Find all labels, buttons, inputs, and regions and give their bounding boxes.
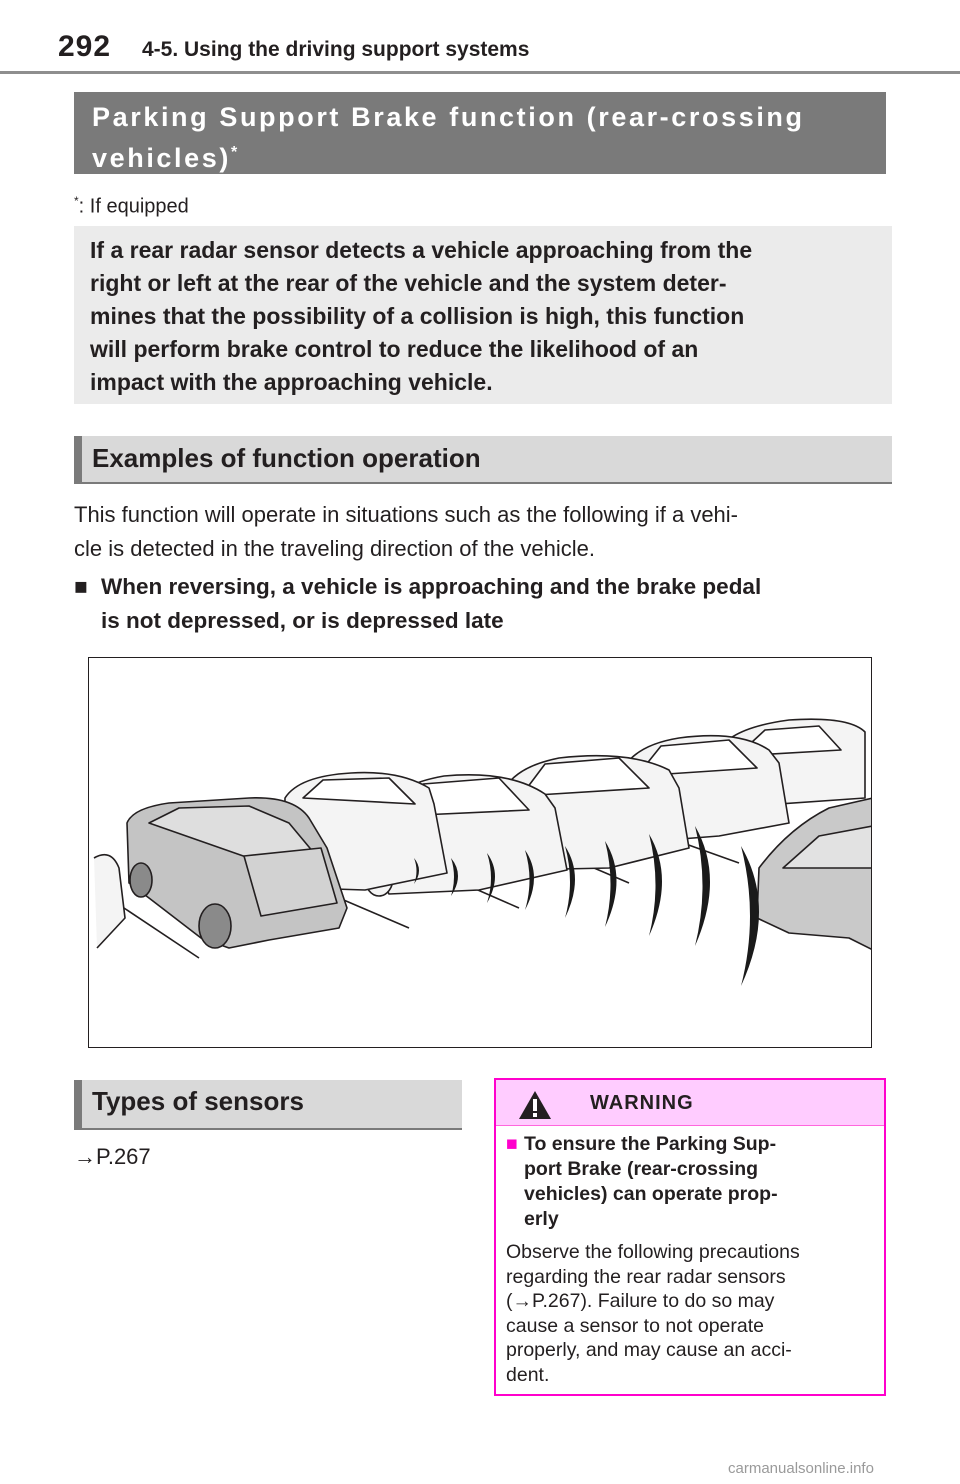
- warning-body: [506, 1240, 878, 1387]
- examples-body-line: This function will operate in situations such as the following if a vehi-: [74, 502, 739, 527]
- section-title-line-2-text: vehicles): [92, 143, 231, 173]
- warning-sub-line: vehicles) can operate prop-: [524, 1183, 778, 1205]
- situation-line-2: is not depressed, or is depressed late: [101, 608, 504, 633]
- footnote: [74, 194, 189, 219]
- types-of-sensors-heading: Types of sensors: [74, 1080, 462, 1130]
- section-title-line-2: [92, 135, 870, 176]
- warning-sub-line-1-text: To ensure the Parking Sup-: [524, 1133, 777, 1155]
- intro-line: impact with the approaching vehicle.: [90, 369, 493, 395]
- examples-body-line: cle is detected in the traveling direction of the vehicle.: [74, 536, 595, 561]
- examples-body: [74, 498, 894, 566]
- warning-box: [494, 1078, 886, 1396]
- sensors-ref-text: P.267: [96, 1144, 151, 1169]
- intro-line: If a rear radar sensor detects a vehicle approaching from the: [90, 237, 753, 263]
- section-title-marker: *: [230, 144, 238, 161]
- warning-body-line: dent.: [506, 1363, 550, 1386]
- warning-triangle-icon: [518, 1090, 552, 1120]
- intro-line: will perform brake control to reduce the likelihood of an: [90, 336, 699, 362]
- page-number: 292: [58, 30, 112, 63]
- intro-box: [74, 226, 892, 404]
- intro-line: right or left at the rear of the vehicle and the system deter-: [90, 270, 727, 296]
- warning-subheading: [506, 1132, 876, 1232]
- intro-line: mines that the possibility of a collision is high, this function: [90, 303, 745, 329]
- square-bullet-icon: ■: [506, 1133, 518, 1155]
- warning-body-line: cause a sensor to not operate: [506, 1314, 765, 1337]
- running-head: 4-5. Using the driving support systems: [142, 38, 530, 61]
- reversing-illustration: [88, 657, 872, 1048]
- square-bullet-icon: ■: [74, 574, 88, 599]
- warning-header: [496, 1080, 884, 1126]
- footnote-text: : If equipped: [78, 195, 189, 218]
- section-title-line-1: Parking Support Brake function (rear-crossing: [92, 102, 805, 132]
- warning-body-line: (→P.267). Failure to do so may: [506, 1290, 775, 1312]
- warning-sub-line: port Brake (rear-crossing: [524, 1158, 759, 1180]
- warning-body-line: Observe the following precautions: [506, 1241, 800, 1263]
- arrow-right-icon: →: [74, 1144, 96, 1169]
- situation-title: [74, 570, 894, 638]
- situation-line-1-text: When reversing, a vehicle is approaching and the brake pedal: [101, 574, 762, 599]
- footnote-marker: *: [74, 194, 79, 208]
- header-rule: [0, 71, 960, 74]
- warning-title: WARNING: [590, 1092, 694, 1114]
- section-title-banner: [74, 92, 886, 174]
- sensors-page-reference[interactable]: [74, 1144, 151, 1170]
- warning-sub-line-1: [506, 1132, 876, 1157]
- parking-lot-illustration: [89, 658, 872, 1048]
- warning-sub-line: erly: [524, 1208, 559, 1230]
- situation-line-1: [74, 570, 894, 604]
- warning-body-line: properly, and may cause an acci-: [506, 1339, 792, 1361]
- examples-heading: Examples of function operation: [74, 436, 892, 484]
- warning-body-line: regarding the rear radar sensors: [506, 1265, 786, 1288]
- site-watermark: carmanualsonline.info: [728, 1460, 874, 1477]
